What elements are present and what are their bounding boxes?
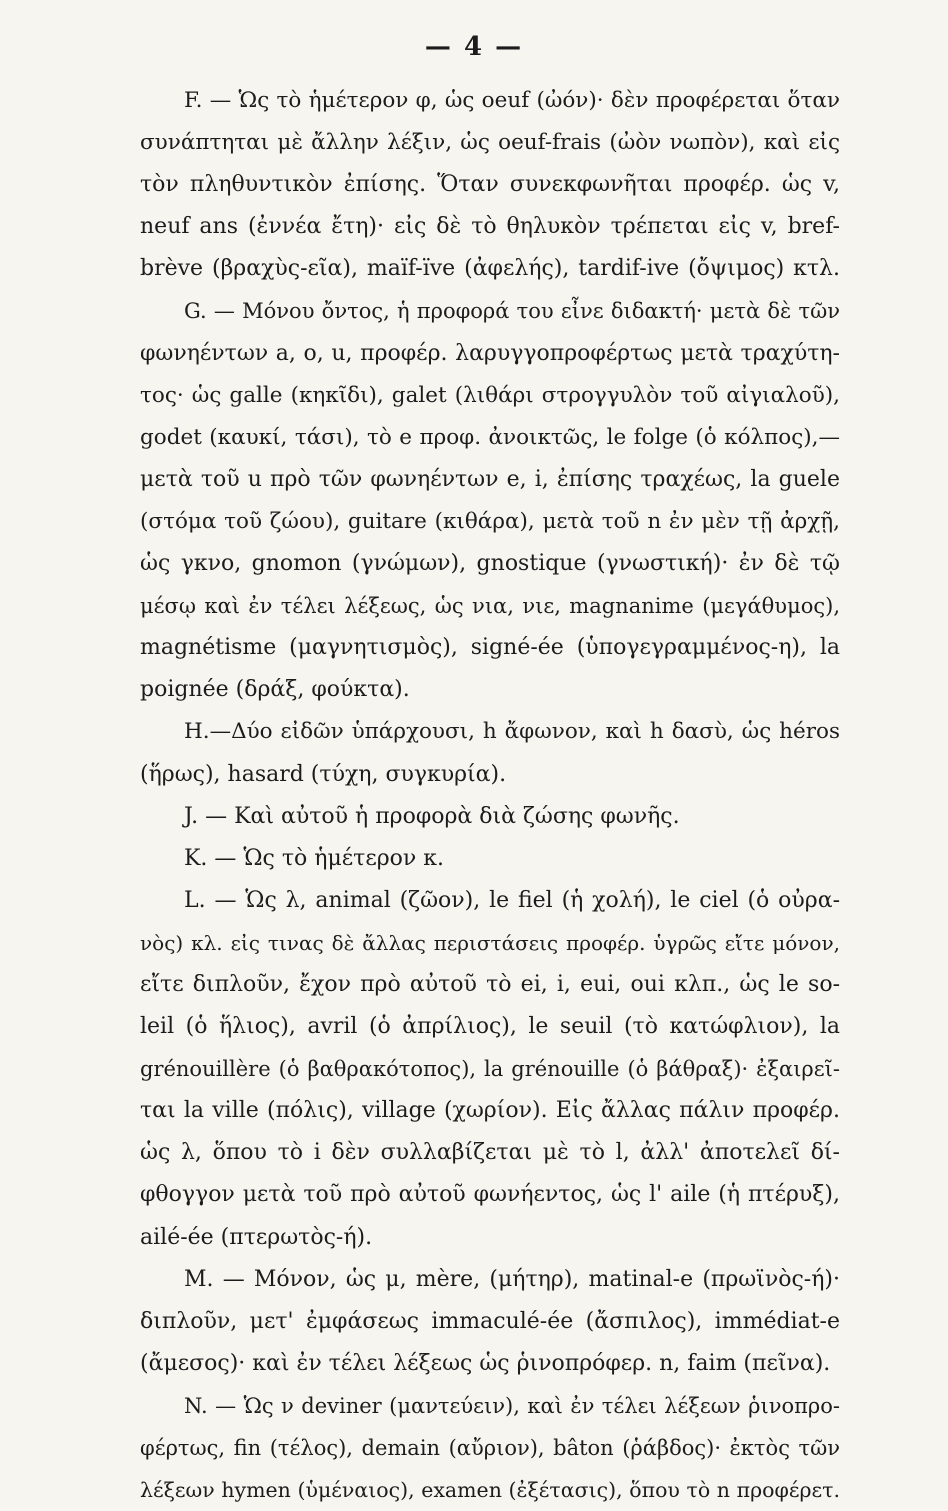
text-line: H.—Δύο εἰδῶν ὑπάρχουσι, h ἄφωνον, καὶ h δασὺ, ὡς héros: [184, 719, 840, 745]
text-line: ailé-ée (πτερωτὸς-ή).: [140, 1224, 373, 1250]
text-line: φθογγον μετὰ τοῦ πρὸ αὐτοῦ φωνήεντος, ὡς l' aile (ἡ πτέρυξ),: [140, 1182, 840, 1208]
text-line: M. — Μόνον, ὡς μ, mère, (μήτηρ), matinal-e (πρωϊνὸς-ή)·: [184, 1266, 840, 1292]
text-line: godet (καυκί, τάσι), τὸ e προφ. ἀνοικτῶς, le folge (ὁ κόλπος),—: [140, 424, 840, 450]
text-line: νὸς) κλ. εἰς τινας δὲ ἄλλας περιστάσεις προφέρ. ὑγρῶς εἴτε μόνον,: [140, 930, 840, 955]
text-line: μετὰ τοῦ u πρὸ τῶν φωνηέντων e, i, ἐπίσης τραχέως, la guele: [140, 466, 840, 492]
text-line: φέρτως, fin (τέλος), demain (αὔριον), bâton (ῥάβδος)· ἐκτὸς τῶν: [140, 1436, 840, 1460]
text-line: ται la ville (πόλις), village (χωρίον). Εἰς ἄλλας πάλιν προφέρ.: [140, 1098, 840, 1124]
text-line: εἴτε διπλοῦν, ἔχον πρὸ αὐτοῦ τὸ ei, i, eui, oui κλπ., ὡς le so-: [140, 971, 840, 997]
text-line: ὡς γκνο, gnomon (γνώμων), gnostique (γνωστική)· ἐν δὲ τῷ: [140, 551, 840, 577]
text-line: διπλοῦν, μετ' ἐμφάσεως immaculé-ée (ἄσπιλος), immédiat-e: [140, 1308, 840, 1334]
text-line: (στόμα τοῦ ζώου), guitare (κιθάρα), μετὰ τοῦ n ἐν μὲν τῇ ἀρχῇ,: [140, 508, 840, 534]
page-number: — 4 —: [424, 32, 524, 62]
text-line: poignée (δράξ, φούκτα).: [140, 677, 410, 703]
text-line: ὡς λ, ὅπου τὸ i δὲν συλλαβίζεται μὲ τὸ l, ἀλλ' ἀποτελεῖ δί-: [140, 1140, 840, 1166]
text-line: neuf ans (ἐννέα ἔτη)· εἰς δὲ τὸ θηλυκὸν τρέπεται εἰς v, bref-: [140, 214, 840, 240]
text-line: magnétisme (μαγνητισμὸς), signé-ée (ὑπογεγραμμένος-η), la: [140, 635, 840, 661]
text-line: G. — Μόνου ὄντος, ἡ προφορά του εἶνε διδακτή· μετὰ δὲ τῶν: [184, 299, 840, 324]
text-line: λέξεων hymen (ὑμέναιος), examen (ἐξέτασις), ὅπου τὸ n προφέρετ.: [140, 1478, 840, 1503]
text-line: F. — Ὡς τὸ ἡμέτερον φ, ὡς oeuf (ὠόν)· δὲν προφέρεται ὅταν: [184, 88, 840, 113]
text-line: (ἄμεσος)· καὶ ἐν τέλει λέξεως ὡς ῥινοπρόφερ. n, faim (πεῖνα).: [140, 1350, 831, 1376]
text-line: N. — Ὡς ν deviner (μαντεύειν), καὶ ἐν τέλει λέξεων ῥινοπρο-: [184, 1393, 840, 1418]
text-line: leil (ὁ ἥλιος), avril (ὁ ἀπρίλιος), le seuil (τὸ κατώφλιον), la: [140, 1014, 840, 1040]
text-line: grénouillère (ὁ βαθρακότοπος), la grénouille (ὁ βάθραξ)· ἐξαιρεῖ-: [140, 1057, 840, 1082]
text-line: μέσῳ καὶ ἐν τέλει λέξεως, ὡς νια, νιε, magnanime (μεγάθυμος),: [140, 594, 840, 619]
text-line: (ἥρως), hasard (τύχη, συγκυρία).: [140, 761, 507, 787]
text-line: τὸν πληθυντικὸν ἐπίσης. Ὅταν συνεκφωνῆται προφέρ. ὡς v,: [140, 172, 840, 198]
text-line: φωνηέντων a, o, u, προφέρ. λαρυγγοπροφέρτως μετὰ τραχύτη-: [140, 340, 840, 366]
page-body-text: [140, 80, 840, 1511]
text-line: τος· ὡς galle (κηκῖδι), galet (λιθάρι στρογγυλὸν τοῦ αἰγιαλοῦ),: [140, 382, 840, 408]
text-line: συνάπτηται μὲ ἄλλην λέξιν, ὡς oeuf-frais (ὠὸν νωπὸν), καὶ εἰς: [140, 130, 840, 156]
text-line: brève (βραχὺς-εῖα), maïf-ïve (ἀφελής), tardif-ive (ὄψιμος) κτλ.: [140, 256, 840, 282]
text-line: L. — Ὡς λ, animal (ζῶον), le fiel (ἡ χολή), le ciel (ὁ οὐρα-: [184, 887, 840, 913]
text-line: J. — Καὶ αὐτοῦ ἡ προφορὰ διὰ ζώσης φωνῆς.: [184, 803, 680, 829]
text-line: K. — Ὡς τὸ ἡμέτερον κ.: [184, 845, 445, 871]
